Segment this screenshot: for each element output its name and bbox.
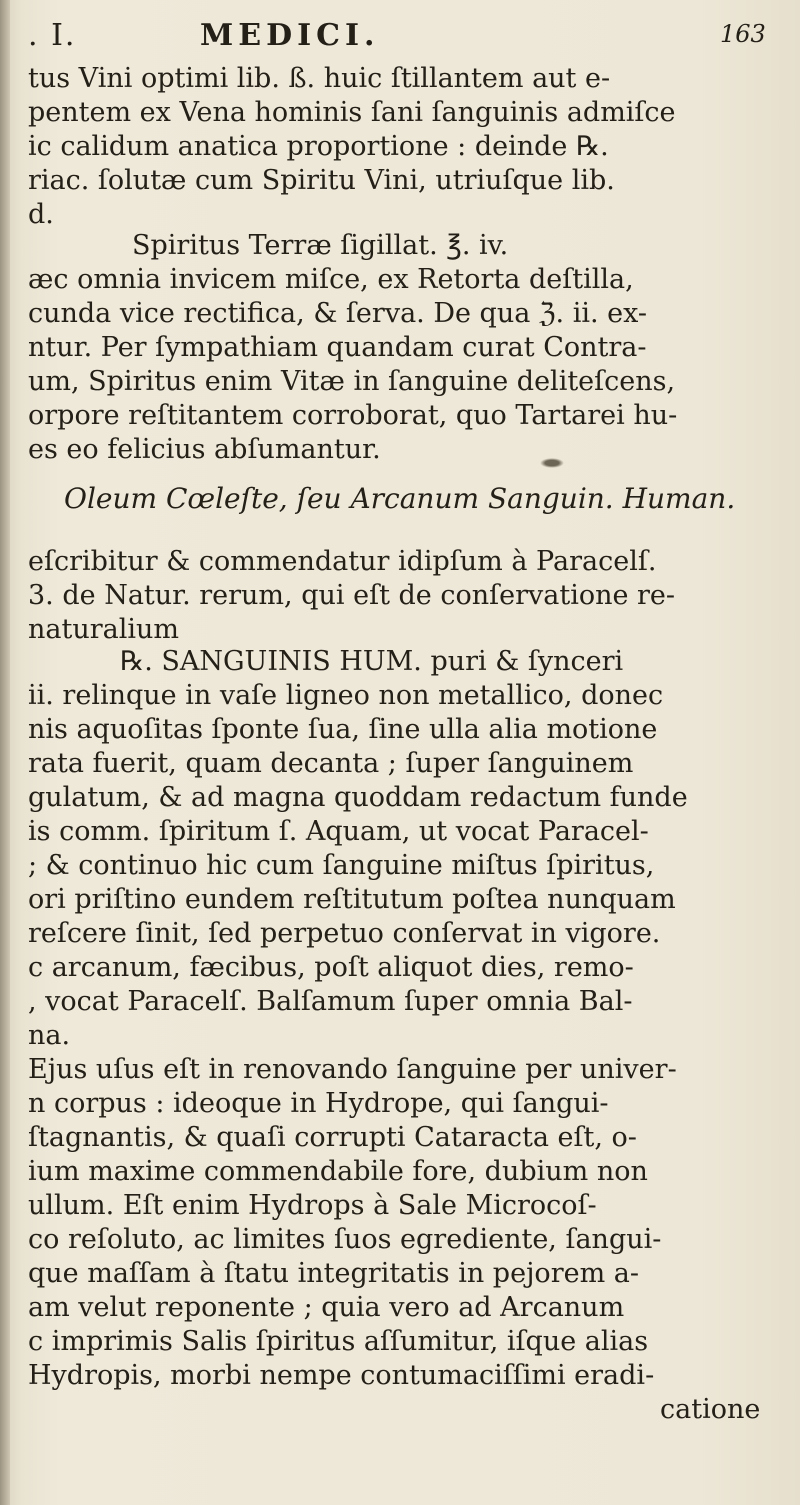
text-line: æc omnia invicem miſce, ex Retorta deſtilla, (28, 264, 634, 295)
text-line: es eo felicius abſumantur. (28, 434, 381, 465)
header-title: MEDICI. (200, 18, 380, 53)
text-line: ſtagnantis, & quaſi corrupti Cataracta eſt, o- (28, 1122, 637, 1153)
text-line: co reſoluto, ac limites ſuos egrediente, ſangui- (28, 1224, 662, 1255)
text-line: rata fuerit, quam decanta ; ſuper ſanguinem (28, 748, 634, 779)
text-line: , vocat Paracelſ. Balſamum ſuper omnia Bal- (28, 986, 633, 1017)
text-line: ium maxime commendabile fore, dubium non (28, 1156, 648, 1187)
page-number: 163 (720, 20, 766, 48)
text-line: reſcere ſinit, ſed perpetuo conſervat in vigore. (28, 918, 661, 949)
text-line: Hydropis, morbi nempe contumaciſſimi eradi- (28, 1360, 655, 1391)
header-section: . I. (28, 18, 77, 53)
ornament (540, 458, 564, 468)
text-line: tus Vini optimi lib. ß. huic ſtillantem aut e- (28, 63, 611, 94)
page-gutter (0, 0, 10, 1505)
text-line: Ejus uſus eſt in renovando ſanguine per univer- (28, 1054, 677, 1085)
text-line: d. (28, 199, 54, 230)
text-line: 3. de Natur. rerum, qui eſt de conſervatione re- (28, 580, 676, 611)
text-line: gulatum, & ad magna quoddam redactum funde (28, 782, 688, 813)
text-line: eſcribitur & commendatur idipſum à Paracelſ. (28, 546, 657, 577)
text-line: um, Spiritus enim Vitæ in ſanguine deliteſcens, (28, 366, 676, 397)
text-line: ; & continuo hic cum ſanguine miſtus ſpiritus, (28, 850, 655, 881)
text-line: ullum. Eſt enim Hydrops à Sale Microcoſ- (28, 1190, 597, 1221)
text-line: Spiritus Terræ ſigillat. ℥. iv. (132, 230, 509, 261)
text-line: ntur. Per ſympathiam quandam curat Contra- (28, 332, 647, 363)
text-line: orpore reſtitantem corroborat, quo Tartarei hu- (28, 400, 678, 431)
text-line: ii. relinque in vaſe ligneo non metallico, donec (28, 680, 664, 711)
text-line: na. (28, 1020, 71, 1051)
text-line: c imprimis Salis ſpiritus aſſumitur, iſque alias (28, 1326, 649, 1357)
text-line: n corpus : ideoque in Hydrope, qui ſangui- (28, 1088, 609, 1119)
catchword: catione (660, 1394, 761, 1425)
section-heading: Oleum Cœleſte, ſeu Arcanum Sanguin. Human. (64, 482, 736, 515)
text-line: ic calidum anatica proportione : deinde ℞. (28, 131, 609, 162)
text-line: cunda vice rectifica, & ſerva. De qua ℨ. ii. ex- (28, 298, 647, 329)
text-line: am velut reponente ; quia vero ad Arcanum (28, 1292, 625, 1323)
text-line: riac. ſolutæ cum Spiritu Vini, utriuſque lib. (28, 165, 615, 196)
running-header (0, 18, 800, 58)
text-line: que maſſam à ſtatu integritatis in pejorem a- (28, 1258, 639, 1289)
text-line: pentem ex Vena hominis ſani ſanguinis admiſce (28, 97, 676, 128)
recipe-line: ℞. SANGUINIS HUM. puri & ſynceri (120, 646, 624, 677)
text-line: naturalium (28, 614, 179, 645)
text-line: ori priſtino eundem reſtitutum poſtea nunquam (28, 884, 676, 915)
text-line: nis aquoſitas ſponte ſua, ſine ulla alia motione (28, 714, 658, 745)
text-line: is comm. ſpiritum ſ. Aquam, ut vocat Paracel- (28, 816, 649, 847)
text-line: c arcanum, fæcibus, poſt aliquot dies, remo- (28, 952, 634, 983)
